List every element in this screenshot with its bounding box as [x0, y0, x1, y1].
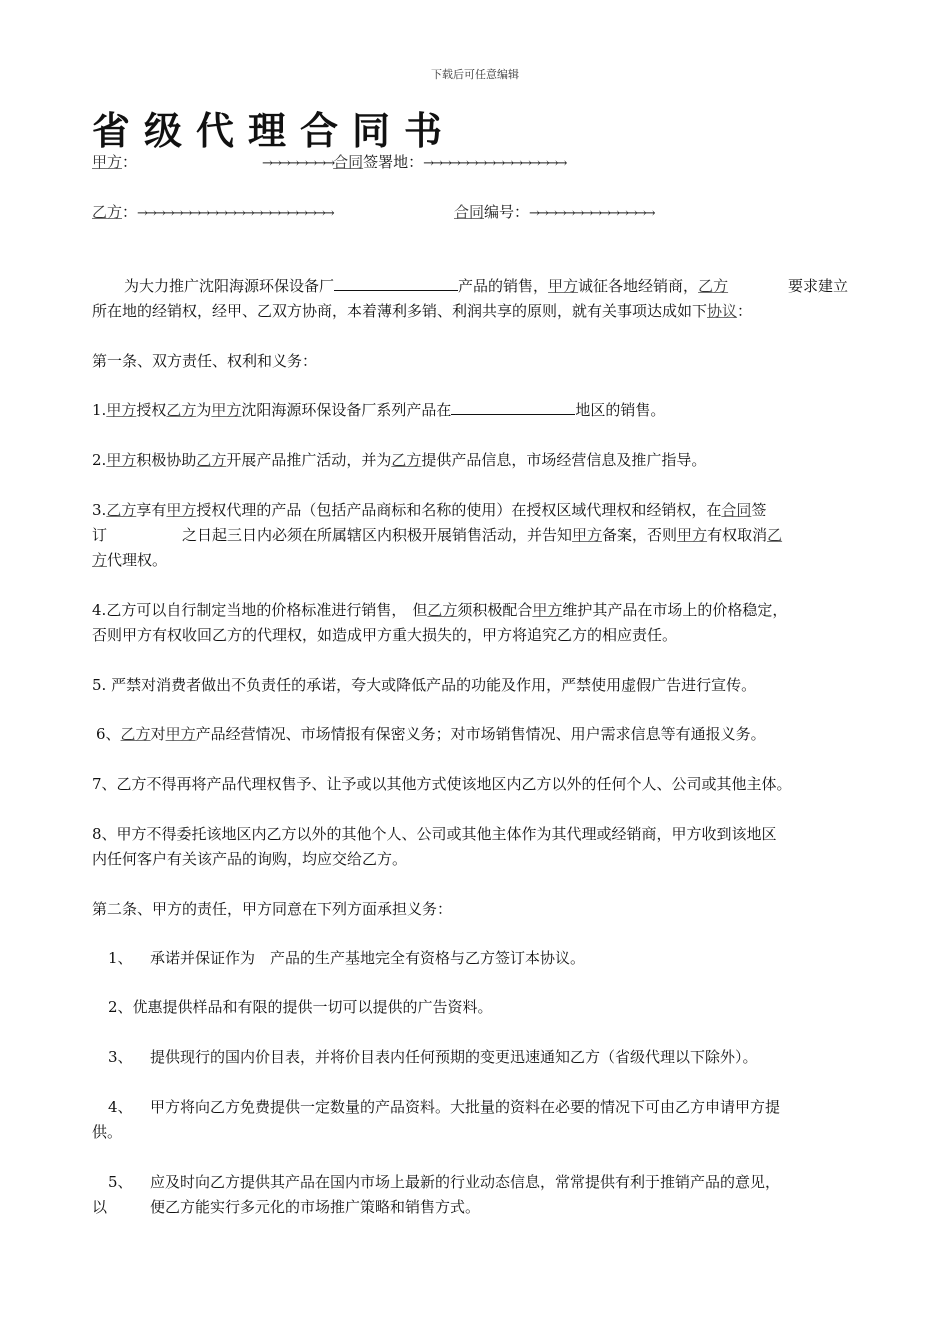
party-a-label: 甲方	[92, 153, 123, 171]
article-1-item-3-line-1: 3.乙方享有甲方授权代理的产品（包括产品商标和名称的使用）在授权区域代理权和经销权，在合同签	[92, 501, 767, 519]
article-1-item-8-line-2: 内任何客户有关该产品的询购，均应交给乙方。	[92, 850, 408, 868]
article-2-item-5-num: 5、	[108, 1173, 133, 1191]
article-2-item-5-text: 应及时向乙方提供其产品在国内市场上最新的行业动态信息，常常提供有利于推销产品的意见，	[150, 1173, 781, 1191]
article-2-item-3-text: 提供现行的国内价目表，并将价目表内任何预期的变更迅速通知乙方（省级代理以下除外）。	[150, 1048, 758, 1066]
article-1-item-8-line-1: 8、甲方不得委托该地区内乙方以外的其他个人、公司或其他主体作为其代理或经销商，甲方收到该地区	[92, 825, 777, 843]
article-1-item-4-line-2: 否则甲方有权收回乙方的代理权，如造成甲方重大损失的，甲方将追究乙方的相应责任。	[92, 626, 678, 644]
intro-line-1: 为大力推广沈阳海源环保设备厂 产品的销售，甲方诚征各地经销商，乙方	[124, 274, 728, 298]
article-1-item-2: 2.甲方积极协助乙方开展产品推广活动，并为乙方提供产品信息，市场经营信息及推广指导。	[92, 451, 707, 469]
article-1-item-3-line-2b: 之日起三日内必须在所属辖区内积极开展销售活动，并告知甲方备案，否则甲方有权取消乙	[182, 526, 783, 544]
tab-arrows: →→→→→→→→	[262, 156, 334, 171]
article-1-heading: 第一条、双方责任、权利和义务：	[92, 352, 318, 370]
article-2-item-1-text: 承诺并保证作为 产品的生产基地完全有资格与乙方签订本协议。	[150, 949, 586, 967]
article-2-item-1-num: 1、	[108, 949, 133, 967]
tab-arrows: →→→→→→→→→→→→→→→→	[423, 156, 566, 171]
article-2-heading: 第二条、甲方的责任，甲方同意在下列方面承担义务：	[92, 900, 453, 918]
article-1-item-5: 5. 严禁对消费者做出不负责任的承诺，夸大或降低产品的功能及作用，严禁使用虚假广告进行宣传。	[92, 676, 757, 694]
article-1-item-1: 1.甲方授权乙方为甲方沈阳海源环保设备厂系列产品在 地区的销售。	[92, 398, 665, 422]
party-a-line: 甲方：	[92, 153, 138, 171]
contract-no-line	[454, 200, 654, 226]
party-b-line: 乙方：→→→→→→→→→→→→→→→→→→→→→→	[92, 203, 333, 221]
article-2-item-3-num: 3、	[108, 1048, 133, 1066]
article-2-item-4-text: 甲方将向乙方免费提供一定数量的产品资料。大批量的资料在必要的情况下可由乙方申请甲方提	[150, 1098, 781, 1116]
article-2-item-5-cont-b: 便乙方能实行多元化的市场推广策略和销售方式。	[150, 1198, 481, 1216]
header-note: 下载后可任意编辑	[431, 68, 519, 81]
sign-place-label: 签署地：	[363, 153, 424, 171]
contract-word: 合同	[333, 153, 364, 171]
document-title: 省级代理合同书	[92, 108, 457, 153]
party-b-label: 乙方	[92, 203, 123, 221]
article-2-item-4-num: 4、	[108, 1098, 133, 1116]
contract-word: 合同	[454, 203, 485, 221]
tab-arrows: →→→→→→→→→→→→→→→→→→→→→→	[137, 206, 333, 221]
agreement-word: 协议	[707, 302, 738, 320]
article-2-item-2: 2、优惠提供样品和有限的提供一切可以提供的广告资料。	[108, 998, 493, 1016]
blank-field	[334, 274, 458, 291]
blank-field	[451, 398, 575, 415]
intro-line-2: 所在地的经销权，经甲、乙双方协商，本着薄利多销、利润共享的原则，就有关事项达成如下协议：	[92, 302, 753, 320]
article-2-item-5-cont-a: 以	[92, 1198, 108, 1216]
article-1-item-6: 6、乙方对甲方产品经营情况、市场情报有保密义务；对市场销售情况、用户需求信息等有通报义务。	[96, 725, 766, 743]
article-1-item-4-line-1: 4.乙方可以自行制定当地的价格标准进行销售， 但乙方须积极配合甲方维护其产品在市场上的价格稳定，	[92, 601, 788, 619]
article-1-item-3-line-3: 方代理权。	[92, 551, 168, 569]
article-1-item-3-line-2: 订	[92, 526, 108, 544]
article-2-item-4-cont: 供。	[92, 1123, 123, 1141]
intro-line-1-end: 要求建立	[788, 277, 849, 295]
sign-place-line	[262, 150, 565, 176]
contract-no-label: 编号：	[484, 203, 530, 221]
article-1-item-7: 7、乙方不得再将产品代理权售予、让予或以其他方式使该地区内乙方以外的任何个人、公司或其他主体。	[92, 775, 792, 793]
tab-arrows: →→→→→→→→→→→→→→	[529, 206, 654, 221]
